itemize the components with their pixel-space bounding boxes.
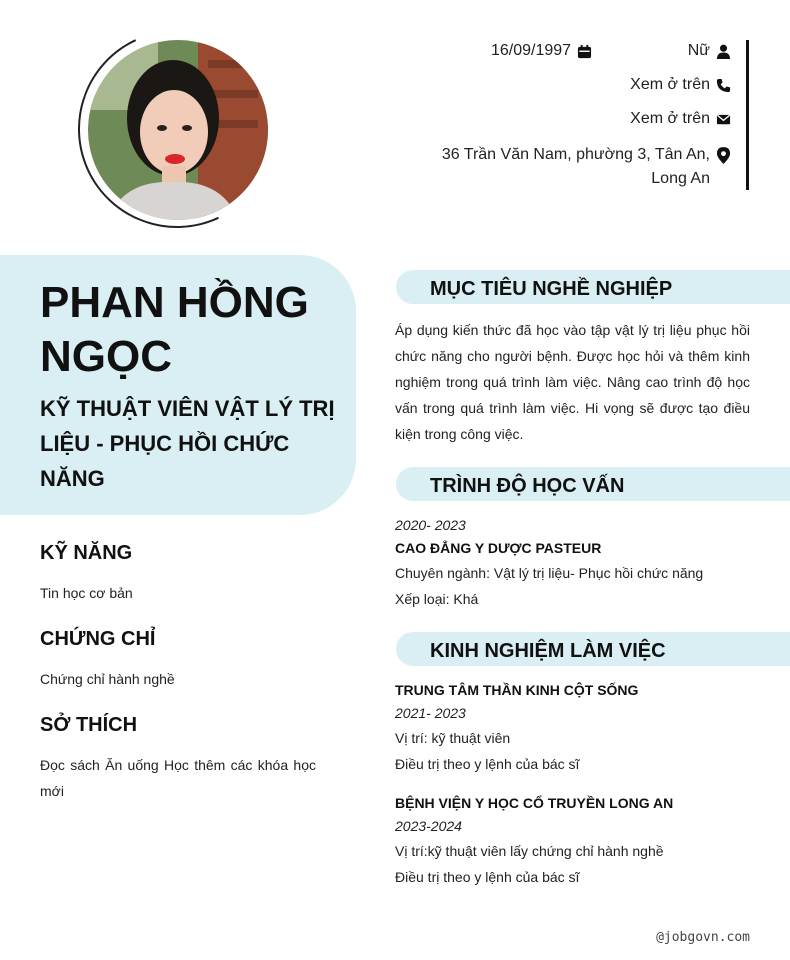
experience-period: 2023-2024 xyxy=(395,818,462,834)
objective-heading: MỤC TIÊU NGHỀ NGHIỆP xyxy=(430,278,673,300)
gender-text: Nữ xyxy=(687,42,710,59)
footer-watermark: @jobgovn.com xyxy=(656,930,750,945)
map-pin-icon xyxy=(716,147,731,164)
experience-company: TRUNG TÂM THẦN KINH CỘT SỐNG xyxy=(395,682,639,698)
address-text: 36 Trần Văn Nam, phường 3, Tân An, Long An xyxy=(441,146,710,187)
envelope-icon xyxy=(716,112,731,127)
contact-divider xyxy=(746,40,749,190)
avatar xyxy=(88,40,268,220)
email-item xyxy=(560,110,731,128)
experience-period: 2021- 2023 xyxy=(395,705,466,721)
education-period: 2020- 2023 xyxy=(395,517,466,533)
gender-item xyxy=(600,42,731,60)
certificates-text: Chứng chỉ hành nghề xyxy=(40,671,175,687)
skills-text: Tin học cơ bản xyxy=(40,585,133,601)
objective-text: Áp dụng kiến thức đã học vào tập vật lý trị liệu phục hồi chức năng cho người bệnh. Được học hỏi và thêm kinh nghiệm trong quá trình làm việc. Nâng cao trình độ học vấn trong quá trình làm việc. Hi vọng sẽ được tạo điều kiện trong công việc. xyxy=(395,322,750,442)
email-text: Xem ở trên xyxy=(630,110,710,127)
education-major: Chuyên ngành: Vật lý trị liệu- Phục hồi chức năng xyxy=(395,565,704,581)
certificates-heading: CHỨNG CHỈ xyxy=(40,628,156,650)
job-title: KỸ THUẬT VIÊN VẬT LÝ TRỊ LIỆU - PHỤC HỒI CHỨC NĂNG xyxy=(40,396,335,491)
experience-position: Vị trí: kỹ thuật viên xyxy=(395,730,511,746)
experience-duty: Điều trị theo y lệnh của bác sĩ xyxy=(395,756,580,772)
education-heading: TRÌNH ĐỘ HỌC VẤN xyxy=(430,475,625,497)
phone-item xyxy=(560,76,731,94)
experience-duty: Điều trị theo y lệnh của bác sĩ xyxy=(395,869,580,885)
phone-icon xyxy=(716,78,731,93)
education-grade: Xếp loại: Khá xyxy=(395,591,479,607)
education-school: CAO ĐẲNG Y DƯỢC PASTEUR xyxy=(395,540,602,556)
birthday-item xyxy=(491,42,592,60)
phone-text: Xem ở trên xyxy=(630,76,710,93)
skills-heading: KỸ NĂNG xyxy=(40,542,133,564)
experience-heading: KINH NGHIỆM LÀM VIỆC xyxy=(430,640,666,662)
experience-company: BỆNH VIỆN Y HỌC CỔ TRUYỀN LONG AN xyxy=(395,795,674,811)
experience-position: Vị trí:kỹ thuật viên lấy chứng chỉ hành nghề xyxy=(395,843,664,859)
profile-photo xyxy=(88,40,268,220)
full-name: PHAN HỒNG NGỌC xyxy=(40,278,309,381)
hobbies-heading: SỞ THÍCH xyxy=(40,714,138,736)
user-icon xyxy=(716,44,731,59)
calendar-icon xyxy=(577,44,592,59)
birthday-text: 16/09/1997 xyxy=(491,42,572,59)
hobbies-text: Đọc sách Ăn uống Học thêm các khóa học mới xyxy=(40,757,316,799)
